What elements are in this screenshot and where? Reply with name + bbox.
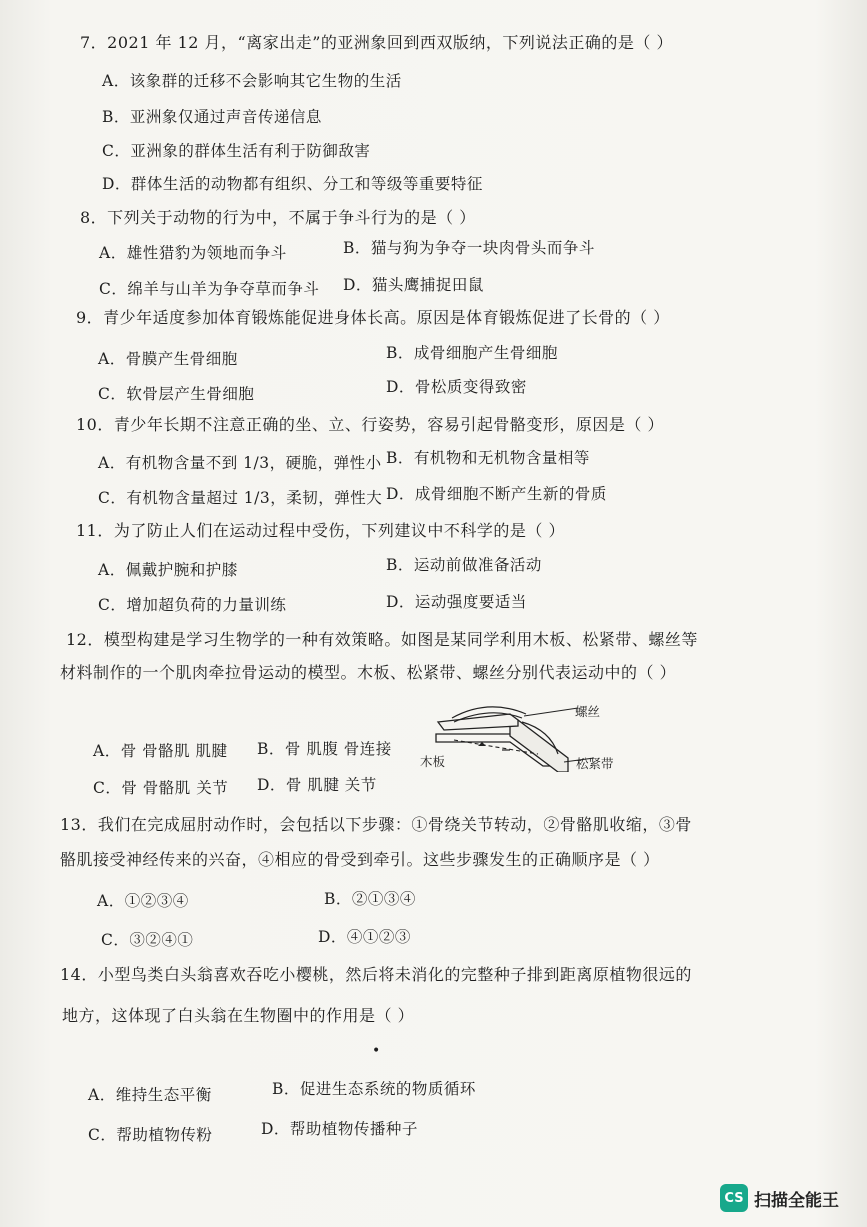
camscanner-logo-icon: CS	[720, 1184, 748, 1212]
question-13-option-b: B．②①③④	[324, 890, 416, 908]
question-8-option-d: D．猫头鹰捕捉田鼠	[343, 276, 484, 294]
question-7-option-c: C．亚洲象的群体生活有利于防御敌害	[102, 142, 371, 160]
question-7-option-b: B．亚洲象仅通过声音传递信息	[102, 108, 322, 126]
question-13-option-a: A．①②③④	[97, 892, 189, 910]
question-14-option-b: B．促进生态系统的物质循环	[272, 1080, 476, 1098]
question-9-option-d: D．骨松质变得致密	[386, 378, 527, 396]
question-10-option-d: D．成骨细胞不断产生新的骨质	[386, 485, 607, 503]
question-11-option-d: D．运动强度要适当	[386, 593, 527, 611]
question-14-stem-line-2: 地方，这体现了白头翁在生物圈中的作用是（ ）	[62, 1006, 415, 1025]
question-7-option-d: D．群体生活的动物都有组织、分工和等级等重要特征	[102, 175, 483, 193]
question-8-option-c: C．绵羊与山羊为争夺草而争斗	[99, 280, 320, 298]
question-12-stem-line-2: 材料制作的一个肌肉牵拉骨运动的模型。木板、松紧带、螺丝分别代表运动中的（ ）	[60, 663, 677, 682]
question-14-option-a: A．维持生态平衡	[88, 1086, 212, 1104]
question-8-option-b: B．猫与狗为争夺一块肉骨头而争斗	[343, 239, 595, 257]
question-11-option-c: C．增加超负荷的力量训练	[98, 596, 287, 614]
question-12-option-b: B．骨 肌腹 骨连接	[257, 740, 392, 758]
question-10-option-c: C．有机物含量超过 1/3，柔韧，弹性大	[98, 489, 383, 507]
question-14-stem-line-1: 14．小型鸟类白头翁喜欢吞吃小樱桃，然后将未消化的完整种子排到距离原植物很远的	[60, 965, 692, 984]
question-10-stem: 10．青少年长期不注意正确的坐、立、行姿势，容易引起骨骼变形，原因是（ ）	[76, 415, 664, 434]
question-12-stem-line-1: 12．模型构建是学习生物学的一种有效策略。如图是某同学利用木板、松紧带、螺丝等	[66, 630, 698, 649]
question-10-option-b: B．有机物和无机物含量相等	[386, 449, 590, 467]
diagram-label-screw: 螺丝	[575, 704, 601, 719]
question-9-option-c: C．软骨层产生骨细胞	[98, 385, 255, 403]
question-13-option-c: C．③②④①	[101, 931, 194, 949]
question-13-stem-line-1: 13．我们在完成屈肘动作时，会包括以下步骤：①骨绕关节转动，②骨骼肌收缩，③骨	[60, 815, 692, 834]
question-11-option-a: A．佩戴护腕和护膝	[98, 561, 238, 579]
question-13-stem-line-2: 骼肌接受神经传来的兴奋，④相应的骨受到牵引。这些步骤发生的正确顺序是（ ）	[60, 850, 660, 869]
diagram-label-board: 木板	[420, 754, 446, 769]
question-13-option-d: D．④①②③	[318, 928, 411, 946]
question-11-stem: 11．为了防止人们在运动过程中受伤，下列建议中不科学的是（ ）	[76, 521, 565, 540]
question-8-option-a: A．雄性猎豹为领地而争斗	[99, 244, 287, 262]
question-10-option-a: A．有机物含量不到 1/3，硬脆，弹性小	[98, 454, 382, 472]
question-8-stem: 8．下列关于动物的行为中，不属于争斗行为的是（ ）	[80, 208, 476, 227]
diagram-label-band: 松紧带	[576, 756, 614, 771]
question-12-option-a: A．骨 骨骼肌 肌腱	[93, 742, 228, 760]
question-7-option-a: A．该象群的迁移不会影响其它生物的生活	[102, 72, 402, 90]
question-11-option-b: B．运动前做准备活动	[386, 556, 542, 574]
question-14-option-c: C．帮助植物传粉	[88, 1126, 213, 1144]
watermark-text: 扫描全能王	[754, 1190, 839, 1211]
scanner-watermark	[720, 1183, 839, 1213]
question-12-option-d: D．骨 肌腱 关节	[257, 776, 377, 794]
question-12-option-c: C．骨 骨骼肌 关节	[93, 779, 229, 797]
question-7-stem: 7．2021 年 12 月，“离家出走”的亚洲象回到西双版纳，下列说法正确的是（ ）	[80, 33, 673, 52]
stray-mark: •	[372, 1043, 381, 1059]
question-9-stem: 9．青少年适度参加体育锻炼能促进身体长高。原因是体育锻炼促进了长骨的（ ）	[76, 308, 670, 327]
question-9-option-a: A．骨膜产生骨细胞	[98, 350, 238, 368]
muscle-bone-model-diagram	[418, 700, 628, 772]
question-14-option-d: D．帮助植物传播种子	[261, 1120, 418, 1138]
question-9-option-b: B．成骨细胞产生骨细胞	[386, 344, 558, 362]
